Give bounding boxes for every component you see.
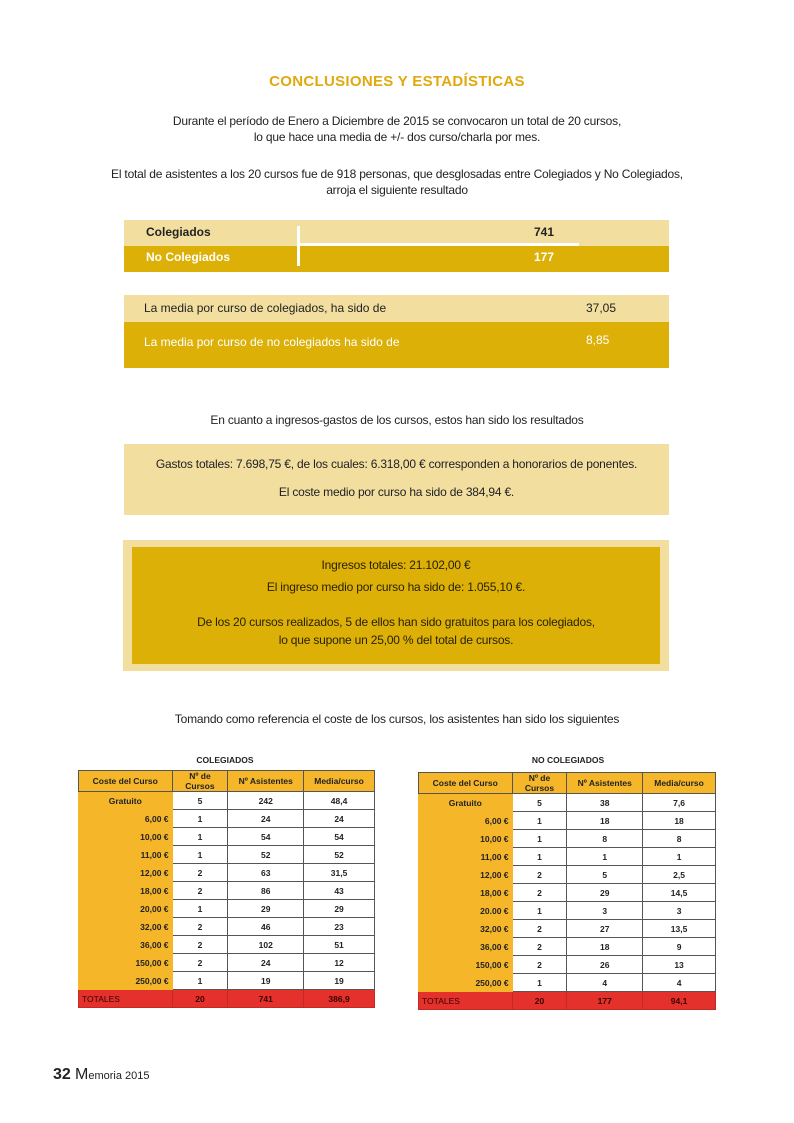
average-cell: 2,5 xyxy=(643,866,716,884)
header-cell: Coste del Curso xyxy=(79,771,173,792)
divider xyxy=(297,226,300,266)
header-cell: Nº de Cursos xyxy=(172,771,228,792)
table-row xyxy=(419,884,716,902)
header-cell: Coste del Curso xyxy=(419,773,513,794)
courses-cell: 1 xyxy=(172,900,228,918)
no-colegiados-table-caption: NO COLEGIADOS xyxy=(531,755,605,765)
average-cell: 52 xyxy=(304,846,375,864)
average-cell: 12 xyxy=(304,954,375,972)
totals-average: 94,1 xyxy=(643,992,716,1010)
attendees-cell: 86 xyxy=(228,882,304,900)
attendees-cell: 38 xyxy=(567,794,643,812)
courses-cell: 2 xyxy=(512,938,567,956)
attendees-cell: 63 xyxy=(228,864,304,882)
cost-cell: Gratuito xyxy=(419,794,513,812)
attendees-cell: 27 xyxy=(567,920,643,938)
cost-cell: 11,00 € xyxy=(419,848,513,866)
cost-cell: 12,00 € xyxy=(419,866,513,884)
gastos-line-1: Gastos totales: 7.698,75 €, de los cuales: 6.318,00 € corresponden a honorarios de ponentes. xyxy=(155,457,638,471)
attendees-cell: 18 xyxy=(567,812,643,830)
table-row xyxy=(419,920,716,938)
ingresos-line-4: lo que supone un 25,00 % del total de cursos. xyxy=(278,633,514,647)
table-row xyxy=(419,830,716,848)
cost-cell: 18,00 € xyxy=(79,882,173,900)
courses-cell: 1 xyxy=(172,972,228,990)
cost-cell: 10,00 € xyxy=(79,828,173,846)
attendees-cell: 3 xyxy=(567,902,643,920)
cost-cell: 32,00 € xyxy=(79,918,173,936)
average-no-colegiados-value: 8,85 xyxy=(586,333,610,347)
average-cell: 19 xyxy=(304,972,375,990)
courses-cell: 1 xyxy=(512,974,567,992)
cost-cell: 32,00 € xyxy=(419,920,513,938)
courses-cell: 2 xyxy=(512,866,567,884)
average-colegiados-row xyxy=(124,295,669,322)
cost-cell: 250,00 € xyxy=(79,972,173,990)
cost-cell: 150,00 € xyxy=(419,956,513,974)
cost-cell: 6,00 € xyxy=(79,810,173,828)
table-row xyxy=(79,900,375,918)
ingresos-box xyxy=(123,540,669,671)
gastos-line-2: El coste medio por curso ha sido de 384,94 €. xyxy=(278,485,515,499)
table-header-row xyxy=(419,773,716,794)
attendees-summary xyxy=(124,220,669,272)
attendees-cell: 52 xyxy=(228,846,304,864)
average-cell: 43 xyxy=(304,882,375,900)
cost-cell: 18,00 € xyxy=(419,884,513,902)
table-row xyxy=(79,810,375,828)
table-row xyxy=(419,812,716,830)
intro-line-1: Durante el período de Enero a Diciembre de 2015 se convocaron un total de 20 cursos, xyxy=(172,114,622,128)
tables-intro: Tomando como referencia el coste de los cursos, los asistentes han sido los siguientes xyxy=(174,712,620,726)
table-row xyxy=(419,794,716,812)
table-row xyxy=(79,864,375,882)
attendees-cell: 4 xyxy=(567,974,643,992)
attendees-cell: 242 xyxy=(228,792,304,810)
header-cell: Nº Asistentes xyxy=(567,773,643,794)
ingresos-line-3: De los 20 cursos realizados, 5 de ellos han sido gratuitos para los colegiados, xyxy=(197,615,595,629)
page-number: 32 xyxy=(53,1066,71,1083)
attendees-cell: 18 xyxy=(567,938,643,956)
average-cell: 7,6 xyxy=(643,794,716,812)
ingresos-line-2: El ingreso medio por curso ha sido de: 1.055,10 €. xyxy=(266,580,526,594)
intro-line-2: lo que hace una media de +/- dos curso/charla por mes. xyxy=(253,130,541,144)
average-cell: 54 xyxy=(304,828,375,846)
cost-cell: Gratuito xyxy=(79,792,173,810)
table-row xyxy=(419,974,716,992)
average-colegiados-value: 37,05 xyxy=(586,301,617,315)
average-cell: 23 xyxy=(304,918,375,936)
table-header-row xyxy=(79,771,375,792)
average-cell: 14,5 xyxy=(643,884,716,902)
cost-cell: 10,00 € xyxy=(419,830,513,848)
cost-cell: 11,00 € xyxy=(79,846,173,864)
colegiados-table xyxy=(78,770,375,1008)
cost-cell: 150,00 € xyxy=(79,954,173,972)
table-row xyxy=(419,956,716,974)
totals-courses: 20 xyxy=(172,990,228,1008)
attendees-cell: 54 xyxy=(228,828,304,846)
average-cell: 13 xyxy=(643,956,716,974)
totals-average: 386,9 xyxy=(304,990,375,1008)
average-cell: 8 xyxy=(643,830,716,848)
table-row xyxy=(419,902,716,920)
totals-attendees: 177 xyxy=(567,992,643,1010)
table-row xyxy=(79,846,375,864)
page-title: CONCLUSIONES Y ESTADÍSTICAS xyxy=(269,73,525,90)
average-cell: 29 xyxy=(304,900,375,918)
courses-cell: 2 xyxy=(172,954,228,972)
table-row xyxy=(79,936,375,954)
courses-cell: 2 xyxy=(172,918,228,936)
table-row xyxy=(79,918,375,936)
courses-cell: 2 xyxy=(512,884,567,902)
colegiados-table-caption: COLEGIADOS xyxy=(196,755,254,765)
courses-cell: 2 xyxy=(172,864,228,882)
average-cell: 18 xyxy=(643,812,716,830)
footer-title xyxy=(75,1066,149,1084)
table-row xyxy=(79,882,375,900)
cost-cell: 20,00 € xyxy=(79,900,173,918)
cost-cell: 20.00 € xyxy=(419,902,513,920)
table-row xyxy=(79,828,375,846)
courses-cell: 2 xyxy=(512,920,567,938)
attendees-cell: 29 xyxy=(228,900,304,918)
totals-label: TOTALES xyxy=(419,992,513,1010)
intro-line-4: arroja el siguiente resultado xyxy=(326,183,468,197)
courses-cell: 1 xyxy=(512,812,567,830)
average-cell: 1 xyxy=(643,848,716,866)
average-cell: 9 xyxy=(643,938,716,956)
average-cell: 24 xyxy=(304,810,375,828)
no-colegiados-value: 177 xyxy=(534,250,555,264)
attendees-cell: 19 xyxy=(228,972,304,990)
courses-cell: 1 xyxy=(172,810,228,828)
cost-cell: 36,00 € xyxy=(79,936,173,954)
gastos-box xyxy=(124,444,669,515)
courses-cell: 1 xyxy=(512,902,567,920)
totals-attendees: 741 xyxy=(228,990,304,1008)
footer-rest: emoria 2015 xyxy=(88,1070,150,1082)
totals-label: TOTALES xyxy=(79,990,173,1008)
average-no-colegiados-label: La media por curso de no colegiados ha sido de xyxy=(144,335,400,349)
courses-cell: 2 xyxy=(172,882,228,900)
average-cell: 48,4 xyxy=(304,792,375,810)
totals-row xyxy=(419,992,716,1010)
table-row xyxy=(419,866,716,884)
average-no-colegiados-row xyxy=(124,322,669,368)
attendees-cell: 24 xyxy=(228,810,304,828)
attendees-cell: 5 xyxy=(567,866,643,884)
no-colegiados-row xyxy=(124,246,669,272)
colegiados-label: Colegiados xyxy=(146,225,211,239)
cost-cell: 250,00 € xyxy=(419,974,513,992)
courses-cell: 5 xyxy=(172,792,228,810)
intro-line-3: El total de asistentes a los 20 cursos fue de 918 personas, que desglosadas entre Colegiados y No Colegiados, xyxy=(111,167,683,181)
attendees-cell: 24 xyxy=(228,954,304,972)
cost-cell: 12,00 € xyxy=(79,864,173,882)
average-cell: 4 xyxy=(643,974,716,992)
courses-cell: 2 xyxy=(512,956,567,974)
attendees-cell: 102 xyxy=(228,936,304,954)
no-colegiados-table xyxy=(418,772,716,1010)
header-cell: Nº Asistentes xyxy=(228,771,304,792)
average-cell: 51 xyxy=(304,936,375,954)
header-cell: Media/curso xyxy=(643,773,716,794)
header-cell: Nº de Cursos xyxy=(512,773,567,794)
average-cell: 31,5 xyxy=(304,864,375,882)
averages-summary xyxy=(124,295,669,368)
footer-initial: M xyxy=(75,1066,89,1083)
ingresos-inner xyxy=(132,547,660,664)
average-cell: 3 xyxy=(643,902,716,920)
attendees-cell: 26 xyxy=(567,956,643,974)
table-row xyxy=(419,938,716,956)
totals-courses: 20 xyxy=(512,992,567,1010)
no-colegiados-label: No Colegiados xyxy=(146,250,231,264)
courses-cell: 1 xyxy=(512,848,567,866)
table-row xyxy=(79,972,375,990)
divider xyxy=(299,243,579,246)
table-row xyxy=(79,792,375,810)
attendees-cell: 46 xyxy=(228,918,304,936)
courses-cell: 2 xyxy=(172,936,228,954)
courses-cell: 1 xyxy=(172,828,228,846)
attendees-cell: 8 xyxy=(567,830,643,848)
average-cell: 13,5 xyxy=(643,920,716,938)
courses-cell: 1 xyxy=(512,830,567,848)
totals-row xyxy=(79,990,375,1008)
cost-cell: 36,00 € xyxy=(419,938,513,956)
table-row xyxy=(79,954,375,972)
ingresos-line-1: Ingresos totales: 21.102,00 € xyxy=(321,558,471,572)
courses-cell: 5 xyxy=(512,794,567,812)
colegiados-value: 741 xyxy=(534,225,555,239)
average-colegiados-label: La media por curso de colegiados, ha sido de xyxy=(144,301,387,315)
cost-cell: 6,00 € xyxy=(419,812,513,830)
attendees-cell: 1 xyxy=(567,848,643,866)
header-cell: Media/curso xyxy=(304,771,375,792)
table-row xyxy=(419,848,716,866)
attendees-cell: 29 xyxy=(567,884,643,902)
courses-cell: 1 xyxy=(172,846,228,864)
finance-intro: En cuanto a ingresos-gastos de los cursos, estos han sido los resultados xyxy=(210,413,584,427)
